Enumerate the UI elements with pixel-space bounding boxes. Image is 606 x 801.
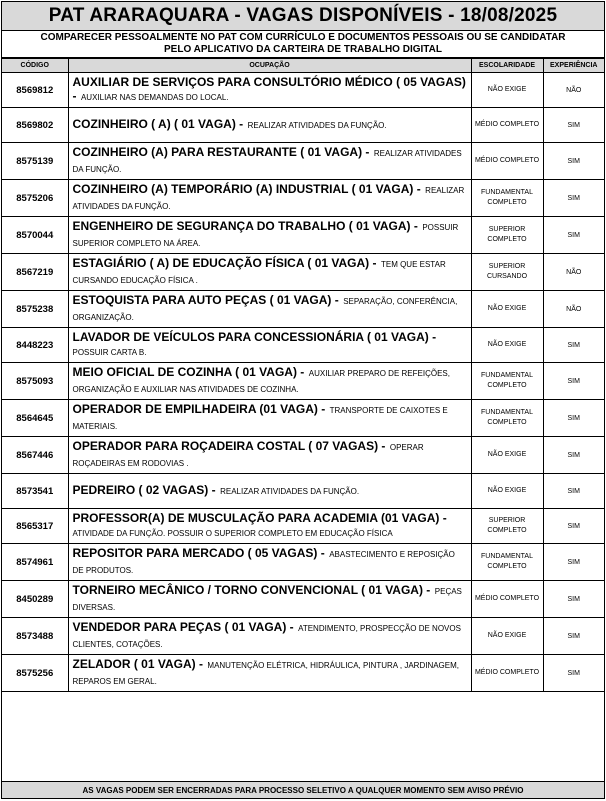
job-occupation xyxy=(68,474,471,509)
job-occupation xyxy=(68,143,471,180)
job-description: REALIZAR ATIVIDADES DA FUNÇÃO. xyxy=(220,487,360,496)
job-description: AUXILIAR NAS DEMANDAS DO LOCAL. xyxy=(80,93,229,102)
job-code: 8567446 xyxy=(2,437,68,474)
job-experience: SIM xyxy=(543,400,604,437)
job-occupation xyxy=(68,291,471,328)
table-row xyxy=(2,437,604,474)
job-code: 8575238 xyxy=(2,291,68,328)
job-education: NÃO EXIGE xyxy=(471,328,543,363)
table-row xyxy=(2,544,604,581)
page-title: PAT ARARAQUARA - VAGAS DISPONÍVEIS - 18/08/2025 xyxy=(2,2,604,31)
job-education: NÃO EXIGE xyxy=(471,618,543,655)
job-code: 8450289 xyxy=(2,581,68,618)
table-row xyxy=(2,143,604,180)
job-description: REALIZAR ATIVIDADES DA FUNÇÃO. xyxy=(72,149,462,174)
job-experience: SIM xyxy=(543,217,604,254)
table-row xyxy=(2,291,604,328)
job-code: 8567219 xyxy=(2,254,68,291)
job-experience: SIM xyxy=(543,328,604,363)
job-education: MÉDIO COMPLETO xyxy=(471,655,543,692)
job-experience: NÃO xyxy=(543,291,604,328)
table-row xyxy=(2,217,604,254)
job-title: REPOSITOR PARA MERCADO ( 05 VAGAS) - xyxy=(72,546,325,560)
job-education: SUPERIOR COMPLETO xyxy=(471,509,543,544)
table-row xyxy=(2,474,604,509)
table-row xyxy=(2,363,604,400)
job-occupation xyxy=(68,618,471,655)
job-code: 8564645 xyxy=(2,400,68,437)
job-code: 8573488 xyxy=(2,618,68,655)
table-row xyxy=(2,180,604,217)
column-header-education: ESCOLARIDADE xyxy=(471,59,543,73)
notice-line-1: COMPARECER PESSOALMENTE NO PAT COM CURRÍCULO E DOCUMENTOS PESSOAIS OU SE CANDIDATAR xyxy=(40,32,566,43)
job-title: ESTAGIÁRIO ( A) DE EDUCAÇÃO FÍSICA ( 01 VAGA) - xyxy=(72,256,377,270)
column-header-experience: EXPERIÊNCIA xyxy=(543,59,604,73)
job-title: AUXILIAR DE SERVIÇOS PARA CONSULTÓRIO MÉDICO ( 05 VAGAS) - xyxy=(72,75,466,103)
job-title: VENDEDOR PARA PEÇAS ( 01 VAGA) - xyxy=(72,620,294,634)
job-experience: SIM xyxy=(543,655,604,692)
job-code: 8575206 xyxy=(2,180,68,217)
job-title: MEIO OFICIAL DE COZINHA ( 01 VAGA) - xyxy=(72,365,305,379)
job-description: PEÇAS DIVERSAS. xyxy=(72,587,462,612)
job-occupation xyxy=(68,400,471,437)
job-description: ABASTECIMENTO E REPOSIÇÃO DE PRODUTOS. xyxy=(72,550,455,575)
job-education: MÉDIO COMPLETO xyxy=(471,143,543,180)
job-code: 8573541 xyxy=(2,474,68,509)
job-code: 8569812 xyxy=(2,73,68,108)
job-education: SUPERIOR COMPLETO xyxy=(471,217,543,254)
job-description: ATIVIDADE DA FUNÇÃO. POSSUIR O SUPERIOR COMPLETO EM EDUCAÇÃO FÍSICA xyxy=(72,529,393,538)
job-education: FUNDAMENTAL COMPLETO xyxy=(471,400,543,437)
job-experience: SIM xyxy=(543,544,604,581)
table-row xyxy=(2,400,604,437)
job-title: ESTOQUISTA PARA AUTO PEÇAS ( 01 VAGA) - xyxy=(72,293,339,307)
job-title: ZELADOR ( 01 VAGA) - xyxy=(72,657,203,671)
job-education: MÉDIO COMPLETO xyxy=(471,581,543,618)
job-occupation xyxy=(68,254,471,291)
job-education: NÃO EXIGE xyxy=(471,437,543,474)
instructions-notice xyxy=(2,31,604,58)
notice-line-2: PELO APLICATIVO DA CARTEIRA DE TRABALHO DIGITAL xyxy=(164,44,442,55)
job-title: OPERADOR PARA ROÇADEIRA COSTAL ( 07 VAGAS) - xyxy=(72,439,386,453)
job-code: 8569802 xyxy=(2,108,68,143)
table-row xyxy=(2,581,604,618)
table-row xyxy=(2,618,604,655)
job-title: TORNEIRO MECÂNICO / TORNO CONVENCIONAL ( 01 VAGA) - xyxy=(72,583,431,597)
job-experience: SIM xyxy=(543,618,604,655)
job-experience: SIM xyxy=(543,180,604,217)
job-occupation xyxy=(68,217,471,254)
job-code: 8565317 xyxy=(2,509,68,544)
job-experience: NÃO xyxy=(543,73,604,108)
job-description: SEPARAÇÃO, CONFERÊNCIA, ORGANIZAÇÃO. xyxy=(72,297,458,322)
job-description: TRANSPORTE DE CAIXOTES E MATERIAIS. xyxy=(72,406,448,431)
job-experience: SIM xyxy=(543,143,604,180)
job-experience: SIM xyxy=(543,437,604,474)
job-code: 8448223 xyxy=(2,328,68,363)
job-occupation xyxy=(68,108,471,143)
job-occupation xyxy=(68,544,471,581)
job-code: 8575139 xyxy=(2,143,68,180)
job-description: TEM QUE ESTAR CURSANDO EDUCAÇÃO FÍSICA . xyxy=(72,260,446,285)
table-header-row xyxy=(2,59,604,73)
job-description: ATENDIMENTO, PROSPECÇÃO DE NOVOS CLIENTES, COTAÇÕES. xyxy=(72,624,461,649)
job-education: NÃO EXIGE xyxy=(471,73,543,108)
job-occupation xyxy=(68,581,471,618)
column-header-occupation: OCUPAÇÃO xyxy=(68,59,471,73)
job-description: REALIZAR ATIVIDADES DA FUNÇÃO. xyxy=(247,121,387,130)
job-education: FUNDAMENTAL COMPLETO xyxy=(471,363,543,400)
job-title: COZINHEIRO ( A) ( 01 VAGA) - xyxy=(72,117,244,131)
job-description: MANUTENÇÃO ELÉTRICA, HIDRÁULICA, PINTURA , JARDINAGEM, REPAROS EM GERAL. xyxy=(72,661,459,686)
job-occupation xyxy=(68,437,471,474)
job-education: FUNDAMENTAL COMPLETO xyxy=(471,180,543,217)
job-description: POSSUIR SUPERIOR COMPLETO NA ÁREA. xyxy=(72,223,459,248)
job-occupation xyxy=(68,328,471,363)
job-occupation xyxy=(68,363,471,400)
job-title: ENGENHEIRO DE SEGURANÇA DO TRABALHO ( 01 VAGA) - xyxy=(72,219,418,233)
job-education: NÃO EXIGE xyxy=(471,291,543,328)
job-education: FUNDAMENTAL COMPLETO xyxy=(471,544,543,581)
table-row xyxy=(2,254,604,291)
job-occupation xyxy=(68,509,471,544)
table-row xyxy=(2,328,604,363)
job-description: REALIZAR ATIVIDADES DA FUNÇÃO. xyxy=(72,186,465,211)
job-experience: SIM xyxy=(543,108,604,143)
table-row xyxy=(2,108,604,143)
jobs-table-body xyxy=(2,73,604,692)
job-code: 8574961 xyxy=(2,544,68,581)
table-row xyxy=(2,655,604,692)
job-listing-document xyxy=(1,1,605,799)
jobs-table xyxy=(2,58,604,692)
job-code: 8575256 xyxy=(2,655,68,692)
job-occupation xyxy=(68,180,471,217)
job-description: AUXILIAR PREPARO DE REFEIÇÕES, ORGANIZAÇÃO E AUXILIAR NAS ATIVIDADES DE COZINHA. xyxy=(72,369,450,394)
job-description: OPERAR ROÇADEIRAS EM RODOVIAS . xyxy=(72,443,424,468)
job-education: MÉDIO COMPLETO xyxy=(471,108,543,143)
job-code: 8570044 xyxy=(2,217,68,254)
footer-disclaimer: AS VAGAS PODEM SER ENCERRADAS PARA PROCESSO SELETIVO A QUALQUER MOMENTO SEM AVISO PRÉVIO xyxy=(2,781,604,798)
job-title: COZINHEIRO (A) TEMPORÁRIO (A) INDUSTRIAL ( 01 VAGA) - xyxy=(72,182,421,196)
job-title: OPERADOR DE EMPILHADEIRA (01 VAGA) - xyxy=(72,402,326,416)
job-title: COZINHEIRO (A) PARA RESTAURANTE ( 01 VAGA) - xyxy=(72,145,370,159)
job-title: PROFESSOR(A) DE MUSCULAÇÃO PARA ACADEMIA (01 VAGA) - xyxy=(72,511,447,525)
job-experience: SIM xyxy=(543,581,604,618)
job-education: SUPERIOR CURSANDO xyxy=(471,254,543,291)
job-experience: NÃO xyxy=(543,254,604,291)
job-education: NÃO EXIGE xyxy=(471,474,543,509)
job-experience: SIM xyxy=(543,509,604,544)
job-occupation xyxy=(68,73,471,108)
column-header-code: CÓDIGO xyxy=(2,59,68,73)
table-row xyxy=(2,73,604,108)
job-description: POSSUIR CARTA B. xyxy=(72,348,147,357)
job-title: PEDREIRO ( 02 VAGAS) - xyxy=(72,483,216,497)
table-row xyxy=(2,509,604,544)
job-experience: SIM xyxy=(543,474,604,509)
job-experience: SIM xyxy=(543,363,604,400)
job-code: 8575093 xyxy=(2,363,68,400)
job-title: LAVADOR DE VEÍCULOS PARA CONCESSIONÁRIA ( 01 VAGA) - xyxy=(72,330,437,344)
job-occupation xyxy=(68,655,471,692)
